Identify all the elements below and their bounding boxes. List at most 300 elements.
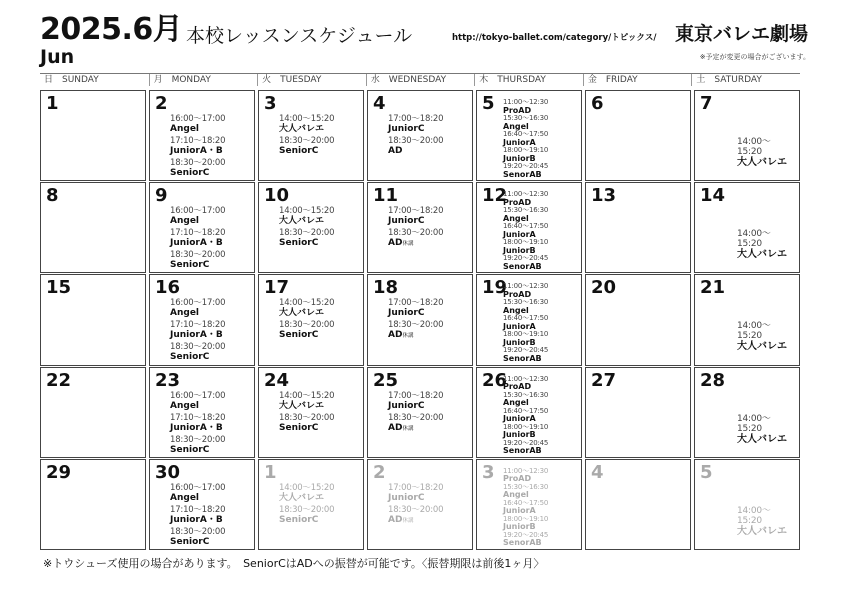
lesson-class-name: Angel (503, 490, 529, 500)
lesson-list (503, 283, 577, 363)
lesson-class-name: SeniorC (170, 352, 210, 363)
day-number: 1 (264, 461, 277, 483)
day-number: 5 (482, 93, 495, 114)
lesson-time: 17:10～18:20 (170, 412, 226, 423)
day-cell (476, 367, 582, 458)
lesson-class-name: JuniorB (503, 337, 536, 347)
lesson-list (388, 392, 468, 437)
lesson-class-name: JuniorA・B (170, 146, 223, 156)
lesson-class (170, 352, 250, 362)
lesson-class-name: SeniorC (170, 168, 210, 178)
lesson-time: 16:40～17:50 (503, 314, 549, 323)
lesson-time: 18:30～20:00 (170, 526, 226, 537)
lesson-time: 18:30～20:00 (170, 434, 226, 445)
lesson-time: 18:00～19:10 (503, 422, 549, 431)
lesson-class (388, 330, 468, 341)
lesson-list (170, 207, 250, 273)
lesson-class-name: ProAD (503, 289, 532, 299)
lesson-list (279, 484, 359, 528)
lesson-class (388, 146, 468, 156)
lesson-time: 19:20～20:45 (503, 162, 549, 170)
lesson-class (279, 330, 359, 340)
lesson-time: 18:00～19:10 (503, 330, 549, 339)
lesson-time: 14:00～15:20 (737, 137, 771, 157)
day-cell (585, 182, 691, 273)
lesson-class (279, 423, 359, 433)
lesson-entry (503, 440, 577, 456)
lesson-class (279, 308, 359, 318)
day-cell (40, 182, 146, 273)
lesson-class-name: SeniorC (170, 260, 210, 271)
lesson-time: 17:10～18:20 (170, 228, 226, 239)
lesson-time: 18:30～20:00 (388, 228, 444, 239)
lesson-class-name: ProAD (503, 105, 532, 115)
lesson-class-name: 大人バレエ (279, 216, 325, 227)
day-cell (476, 90, 582, 181)
lesson-time: 18:30～20:00 (170, 342, 226, 353)
lesson-time: 18:30～20:00 (388, 320, 444, 331)
footer-note: ※トウシューズ使用の場合があります。 SeniorCはADへの振替が可能です。〈振替期限は前後1ヶ月〉 (43, 557, 545, 570)
weekday-monday: 月 MONDAY (149, 74, 258, 86)
lesson-entry (170, 436, 250, 455)
weekday-header-row (40, 73, 800, 86)
lesson-class-name: SenorAB (503, 538, 542, 548)
lesson-entry (503, 468, 577, 484)
lesson-entry (170, 251, 250, 270)
lesson-class-name: ProAD (503, 474, 532, 484)
day-number: 3 (264, 93, 277, 114)
lesson-class-name: JuniorA・B (170, 514, 223, 525)
lesson-entry (388, 207, 468, 226)
lesson-class (503, 355, 577, 364)
day-number: 2 (373, 461, 386, 483)
lesson-entry (503, 484, 577, 500)
lesson-time: 15:30～16:30 (503, 206, 549, 215)
lesson-class (279, 493, 359, 503)
day-cell (258, 274, 364, 365)
day-cell (367, 182, 473, 273)
lesson-class-name: 大人バレエ (279, 124, 325, 134)
weekday-wednesday: 水 WEDNESDAY (366, 74, 475, 86)
lesson-time: 19:20～20:45 (503, 254, 549, 263)
lesson-class-name: JuniorA・B (170, 330, 223, 341)
lesson-entry (503, 163, 577, 179)
lesson-entry (388, 137, 468, 156)
lesson-class (737, 434, 795, 445)
lesson-entry (170, 159, 250, 178)
change-notice: ※予定が変更の場合がございます。 (699, 53, 810, 61)
lesson-class-name: SeniorC (279, 514, 319, 525)
lesson-entry (170, 115, 250, 134)
lesson-entry (737, 414, 795, 445)
day-number: 2 (155, 93, 168, 114)
lesson-time: 11:00～12:30 (503, 374, 549, 383)
lesson-class-name: ProAD (503, 382, 532, 392)
lesson-entry (503, 315, 577, 331)
lesson-entry (279, 299, 359, 318)
lesson-class (170, 308, 250, 318)
day-cell (476, 182, 582, 273)
lesson-list (279, 207, 359, 251)
day-number: 9 (155, 185, 168, 207)
month-label: Jun (40, 46, 75, 68)
day-number: 11 (373, 185, 399, 207)
day-number: 25 (373, 369, 399, 391)
day-cell (585, 90, 691, 181)
lesson-class (388, 515, 468, 526)
day-cell (40, 459, 146, 550)
lesson-time: 18:30～20:00 (170, 250, 226, 261)
lesson-list (737, 414, 795, 448)
lesson-time: 18:30～20:00 (279, 320, 335, 331)
lesson-class-name: JuniorB (503, 153, 536, 163)
lesson-class-name: Angel (503, 121, 529, 131)
calendar-grid (40, 90, 800, 550)
lesson-time: 16:00～17:00 (170, 482, 226, 493)
lesson-entry (279, 484, 359, 503)
lesson-list (737, 229, 795, 263)
lesson-time: 17:00～18:20 (388, 390, 444, 401)
lesson-time: 16:40～17:50 (503, 130, 549, 138)
lesson-time: 16:40～17:50 (503, 498, 549, 507)
lesson-time: 18:30～20:00 (388, 412, 444, 423)
lesson-entry (503, 283, 577, 299)
day-cell (40, 90, 146, 181)
day-number: 30 (155, 461, 181, 483)
website-url[interactable]: http://tokyo-ballet.com/category/トピックス/ (452, 33, 657, 43)
lesson-class (170, 401, 250, 411)
lesson-list (279, 115, 359, 159)
lesson-entry (170, 321, 250, 340)
weekday-tuesday: 火 TUESDAY (257, 74, 366, 86)
day-cell (694, 182, 800, 273)
lesson-time: 14:00～15:20 (279, 482, 335, 493)
lesson-class (388, 238, 468, 249)
lesson-time: 16:00～17:00 (170, 390, 226, 401)
lesson-class-name: JuniorC (388, 492, 425, 503)
lesson-entry (503, 99, 577, 115)
lesson-class (170, 445, 250, 455)
lesson-time: 17:00～18:20 (388, 298, 444, 309)
day-number: 15 (46, 277, 72, 299)
lesson-list (388, 207, 468, 252)
day-number: 19 (482, 277, 508, 299)
lesson-entry (503, 424, 577, 440)
lesson-time: 18:30～20:00 (279, 228, 335, 239)
lesson-class-name: JuniorC (388, 216, 425, 227)
lesson-class-name: 大人バレエ (279, 492, 325, 503)
lesson-time: 19:20～20:45 (503, 346, 549, 355)
day-cell (476, 459, 582, 550)
lesson-entry (503, 299, 577, 315)
lesson-time: 18:00～19:10 (503, 238, 549, 247)
lesson-entry (503, 376, 577, 392)
lesson-class (279, 401, 359, 411)
lesson-time: 15:30～16:30 (503, 298, 549, 307)
lesson-class (503, 447, 577, 456)
lesson-class (388, 124, 468, 134)
day-cell (585, 459, 691, 550)
lesson-class (170, 146, 250, 156)
lesson-time: 18:30～20:00 (279, 504, 335, 515)
lesson-entry (170, 137, 250, 156)
lesson-time: 15:30～16:30 (503, 114, 549, 122)
lesson-time: 14:00～15:20 (279, 390, 335, 401)
day-number: 4 (373, 93, 386, 114)
lesson-list (170, 115, 250, 181)
lesson-class-name: Angel (170, 400, 200, 411)
lesson-class (737, 249, 795, 260)
lesson-time: 19:20～20:45 (503, 438, 549, 447)
day-cell (367, 274, 473, 365)
lesson-class-name: SeniorC (170, 536, 210, 547)
day-cell (40, 274, 146, 365)
lesson-time: 16:40～17:50 (503, 222, 549, 231)
lesson-list (737, 137, 795, 171)
day-cell (694, 367, 800, 458)
weekday-thursday: 木 THURSDAY (474, 74, 583, 86)
lesson-time: 16:00～17:00 (170, 206, 226, 217)
lesson-class-name: JuniorA (503, 414, 536, 424)
lesson-time: 17:10～18:20 (170, 320, 226, 331)
lesson-class-name: AD (388, 514, 403, 525)
day-cell (694, 90, 800, 181)
lesson-class (279, 216, 359, 226)
lesson-class-name: JuniorB (503, 522, 536, 532)
lesson-class (737, 341, 795, 352)
lesson-class-name: Angel (503, 305, 529, 315)
lesson-class-name: JuniorA (503, 137, 536, 147)
lesson-class-name: ProAD (503, 197, 532, 207)
lesson-class (737, 157, 795, 168)
day-number: 8 (46, 185, 59, 207)
day-cell (258, 459, 364, 550)
lesson-time: 19:20～20:45 (503, 530, 549, 539)
weekday-saturday: 土 SATURDAY (691, 74, 800, 86)
lesson-time: 17:00～18:20 (388, 114, 444, 124)
lesson-list (170, 299, 250, 365)
lesson-time: 18:30～20:00 (279, 412, 335, 423)
cancel-note: 休講 (402, 425, 414, 432)
weekday-friday: 金 FRIDAY (583, 74, 692, 86)
lesson-class-name: 大人バレエ (737, 433, 787, 445)
lesson-entry (170, 392, 250, 411)
lesson-time: 14:00～15:20 (737, 505, 771, 526)
lesson-entry (503, 331, 577, 347)
lesson-time: 17:10～18:20 (170, 504, 226, 515)
day-cell (149, 182, 255, 273)
cancel-note: 休講 (402, 333, 414, 340)
day-number: 18 (373, 277, 399, 299)
lesson-entry (503, 147, 577, 163)
lesson-class-name: Angel (170, 308, 200, 319)
day-number: 3 (482, 461, 495, 483)
lesson-time: 11:00～12:30 (503, 282, 549, 291)
lesson-class (170, 493, 250, 503)
lesson-entry (503, 532, 577, 548)
day-number: 14 (700, 185, 726, 207)
lesson-entry (279, 506, 359, 525)
lesson-class-name: SeniorC (279, 330, 319, 341)
lesson-class (170, 216, 250, 226)
lesson-class-name: AD (388, 146, 403, 156)
lesson-entry (279, 414, 359, 433)
lesson-entry (388, 229, 468, 249)
lesson-time: 16:00～17:00 (170, 114, 226, 124)
lesson-time: 14:00～15:20 (737, 321, 771, 342)
lesson-class-name: AD (388, 422, 403, 433)
lesson-class (503, 171, 577, 180)
lesson-class-name: JuniorC (388, 124, 425, 134)
lesson-class (503, 263, 577, 272)
lesson-entry (170, 414, 250, 433)
day-cell (367, 90, 473, 181)
day-cell (149, 367, 255, 458)
lesson-class-name: SenorAB (503, 446, 542, 456)
header (40, 10, 810, 60)
lesson-time: 17:00～18:20 (388, 206, 444, 217)
day-cell (585, 367, 691, 458)
lesson-entry (737, 506, 795, 537)
day-cell (585, 274, 691, 365)
lesson-list (170, 392, 250, 458)
lesson-entry (503, 191, 577, 207)
lesson-class-name: 大人バレエ (737, 157, 787, 168)
lesson-time: 18:00～19:10 (503, 514, 549, 523)
lesson-entry (503, 239, 577, 255)
lesson-class-name: Angel (503, 213, 529, 223)
lesson-time: 14:00～15:20 (737, 413, 771, 434)
lesson-class (170, 124, 250, 134)
day-number: 1 (46, 93, 59, 114)
lesson-entry (388, 392, 468, 411)
lesson-class (170, 260, 250, 270)
lesson-class-name: AD (388, 238, 403, 249)
lesson-class-name: 大人バレエ (279, 400, 325, 411)
day-cell (694, 459, 800, 550)
lesson-class-name: Angel (503, 398, 529, 408)
lesson-list (503, 99, 577, 179)
day-cell (40, 367, 146, 458)
day-number: 27 (591, 369, 617, 391)
lesson-list (279, 392, 359, 436)
lesson-time: 18:30～20:00 (279, 136, 335, 146)
lesson-entry (737, 229, 795, 260)
lesson-entry (503, 255, 577, 271)
lesson-list (737, 506, 795, 540)
lesson-entry (388, 115, 468, 134)
day-cell (258, 182, 364, 273)
day-number: 4 (591, 461, 604, 483)
lesson-class-name: SenorAB (503, 169, 542, 179)
lesson-class-name: SenorAB (503, 353, 542, 363)
day-number: 12 (482, 185, 508, 207)
day-number: 29 (46, 461, 72, 483)
lesson-entry (503, 516, 577, 532)
day-cell (258, 90, 364, 181)
day-cell (367, 367, 473, 458)
lesson-entry (170, 528, 250, 547)
lesson-time: 14:00～15:20 (279, 206, 335, 217)
lesson-time: 14:00～15:20 (279, 114, 335, 124)
lesson-list (388, 299, 468, 344)
lesson-entry (279, 392, 359, 411)
day-cell (149, 274, 255, 365)
lesson-entry (279, 207, 359, 226)
lesson-entry (170, 484, 250, 503)
day-number: 10 (264, 185, 290, 207)
lesson-entry (503, 115, 577, 131)
lesson-list (503, 376, 577, 456)
lesson-time: 14:00～15:20 (279, 298, 335, 309)
lesson-class-name: JuniorB (503, 245, 536, 255)
day-number: 6 (591, 93, 604, 114)
lesson-class (170, 330, 250, 340)
day-number: 21 (700, 277, 726, 299)
lesson-time: 15:30～16:30 (503, 482, 549, 491)
lesson-entry (388, 414, 468, 434)
year-month-title: 2025.6月 (40, 12, 183, 47)
lesson-class-name: JuniorB (503, 430, 536, 440)
day-number: 24 (264, 369, 290, 391)
lesson-class (388, 493, 468, 503)
lesson-entry (279, 229, 359, 248)
lesson-entry (388, 321, 468, 341)
lesson-entry (388, 484, 468, 503)
lesson-class (170, 238, 250, 248)
lesson-entry (170, 299, 250, 318)
lesson-class-name: JuniorA (503, 229, 536, 239)
lesson-class-name: 大人バレエ (279, 308, 325, 319)
lesson-entry (503, 408, 577, 424)
lesson-class (279, 146, 359, 156)
lesson-time: 16:00～17:00 (170, 298, 226, 309)
lesson-time: 18:30～20:00 (170, 158, 226, 168)
lesson-list (279, 299, 359, 343)
lesson-class (170, 515, 250, 525)
day-number: 13 (591, 185, 617, 207)
lesson-entry (503, 347, 577, 363)
lesson-class-name: JuniorC (388, 400, 425, 411)
lesson-list (503, 468, 577, 548)
day-number: 23 (155, 369, 181, 391)
lesson-time: 11:00～12:30 (503, 98, 549, 106)
lesson-class (279, 124, 359, 134)
lesson-class-name: 大人バレエ (737, 249, 787, 261)
lesson-entry (170, 229, 250, 248)
lesson-time: 11:00～12:30 (503, 466, 549, 475)
lesson-class (170, 423, 250, 433)
lesson-entry (170, 506, 250, 525)
day-number: 20 (591, 277, 617, 299)
lesson-class (388, 401, 468, 411)
lesson-class-name: Angel (170, 124, 200, 134)
day-cell (149, 459, 255, 550)
lesson-class-name: 大人バレエ (737, 525, 787, 537)
lesson-list (388, 484, 468, 529)
lesson-class-name: SenorAB (503, 261, 542, 271)
lesson-class (388, 423, 468, 434)
day-cell (367, 459, 473, 550)
lesson-class (170, 168, 250, 178)
lesson-class-name: Angel (170, 492, 200, 503)
day-number: 7 (700, 93, 713, 114)
day-number: 16 (155, 277, 181, 299)
day-number: 17 (264, 277, 290, 299)
lesson-class-name: JuniorA・B (170, 238, 223, 249)
lesson-entry (503, 392, 577, 408)
lesson-entry (388, 299, 468, 318)
